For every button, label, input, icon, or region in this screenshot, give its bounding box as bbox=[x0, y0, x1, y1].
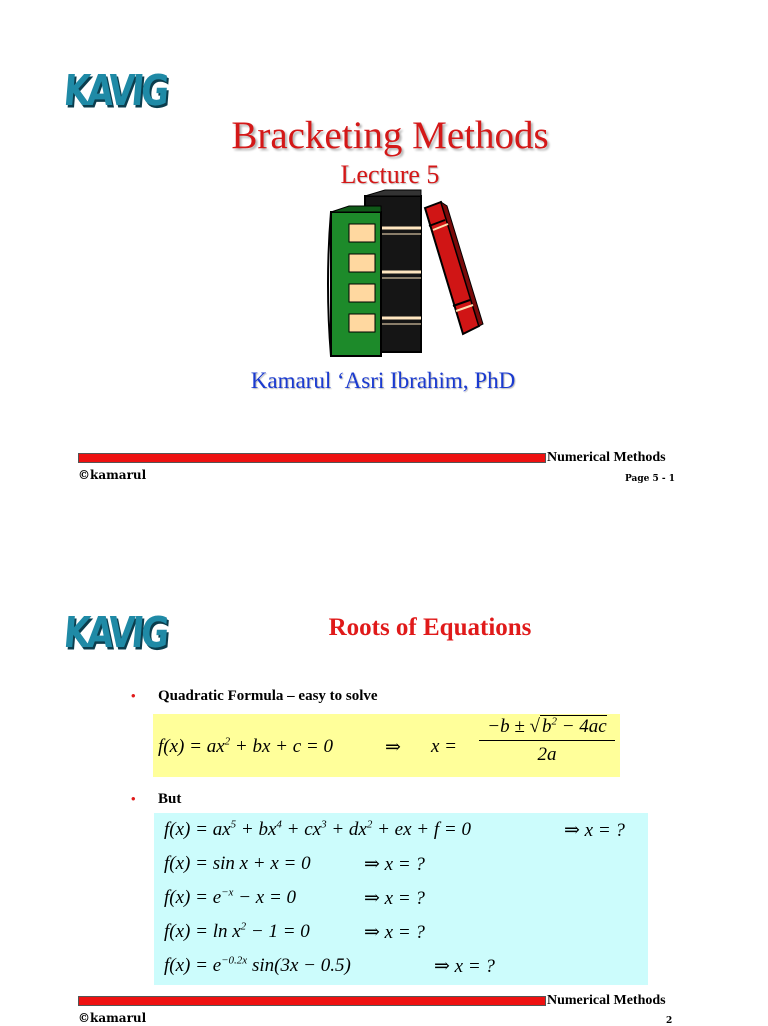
logarithm-equation: $f(x) = \ln x^2 - 1 = 0$ ⇒ x = ? bbox=[164, 920, 425, 943]
footer-page-number: Page 5 - 1 bbox=[625, 474, 676, 484]
quadratic-solution: $\frac{-b \pm √ b^2 - 4ac}{2a}$ bbox=[479, 716, 615, 766]
slide-title: Bracketing Methods bbox=[231, 114, 549, 157]
quadratic-formula-box bbox=[153, 714, 620, 777]
lecture-subtitle: Lecture 5 bbox=[340, 160, 440, 189]
footer-divider bbox=[78, 996, 546, 1006]
books-illustration bbox=[325, 188, 485, 358]
slide-1 bbox=[0, 0, 768, 512]
footer-course-title: Numerical Methods bbox=[547, 450, 666, 465]
footer-page-number: 2 bbox=[666, 1016, 673, 1026]
solution-lhs: x = bbox=[431, 736, 458, 757]
green-book-icon bbox=[328, 206, 381, 356]
footer-course-title: Numerical Methods bbox=[547, 993, 666, 1008]
sine-equation: f(x) = sin x + x = 0 ⇒ x = ? bbox=[164, 853, 425, 875]
quadratic-equation: $f(x) = ax^2$ + bx + c = 0 bbox=[158, 735, 333, 757]
slide-2 bbox=[0, 512, 768, 1024]
bullet-but bbox=[131, 791, 181, 808]
damped-sine-equation: $f(x) = e^{-0.2x}$ sin(3x − 0.5) ⇒ x = ? bbox=[164, 954, 495, 977]
bullet-text: Quadratic Formula – easy to solve bbox=[158, 688, 378, 704]
exponential-equation: $f(x) = e^{-x} - x = 0$ ⇒ x = ? bbox=[164, 886, 425, 909]
bullet-marker: • bbox=[131, 791, 136, 806]
red-book-icon bbox=[425, 202, 483, 334]
kavig-logo: KAVIG bbox=[61, 66, 169, 116]
bullet-quadratic bbox=[131, 688, 378, 705]
bullet-text: But bbox=[158, 791, 182, 807]
hard-equations-box bbox=[154, 813, 648, 985]
footer-copyright: ©kamarul bbox=[78, 468, 147, 482]
footer-copyright: ©kamarul bbox=[78, 1011, 147, 1025]
polynomial-equation: $f(x) = ax^5 + bx^4 + cx^3 + dx^2$ + ex + f = 0 ⇒ x = ? bbox=[164, 818, 625, 841]
kavig-logo: KAVIG bbox=[61, 608, 169, 658]
footer-divider bbox=[78, 453, 546, 463]
author-name: Kamarul ‘Asri Ibrahim, PhD bbox=[250, 368, 516, 393]
slide-title: Roots of Equations bbox=[328, 614, 532, 641]
bullet-marker: • bbox=[131, 688, 136, 703]
implies-arrow: ⇒ bbox=[385, 737, 401, 758]
